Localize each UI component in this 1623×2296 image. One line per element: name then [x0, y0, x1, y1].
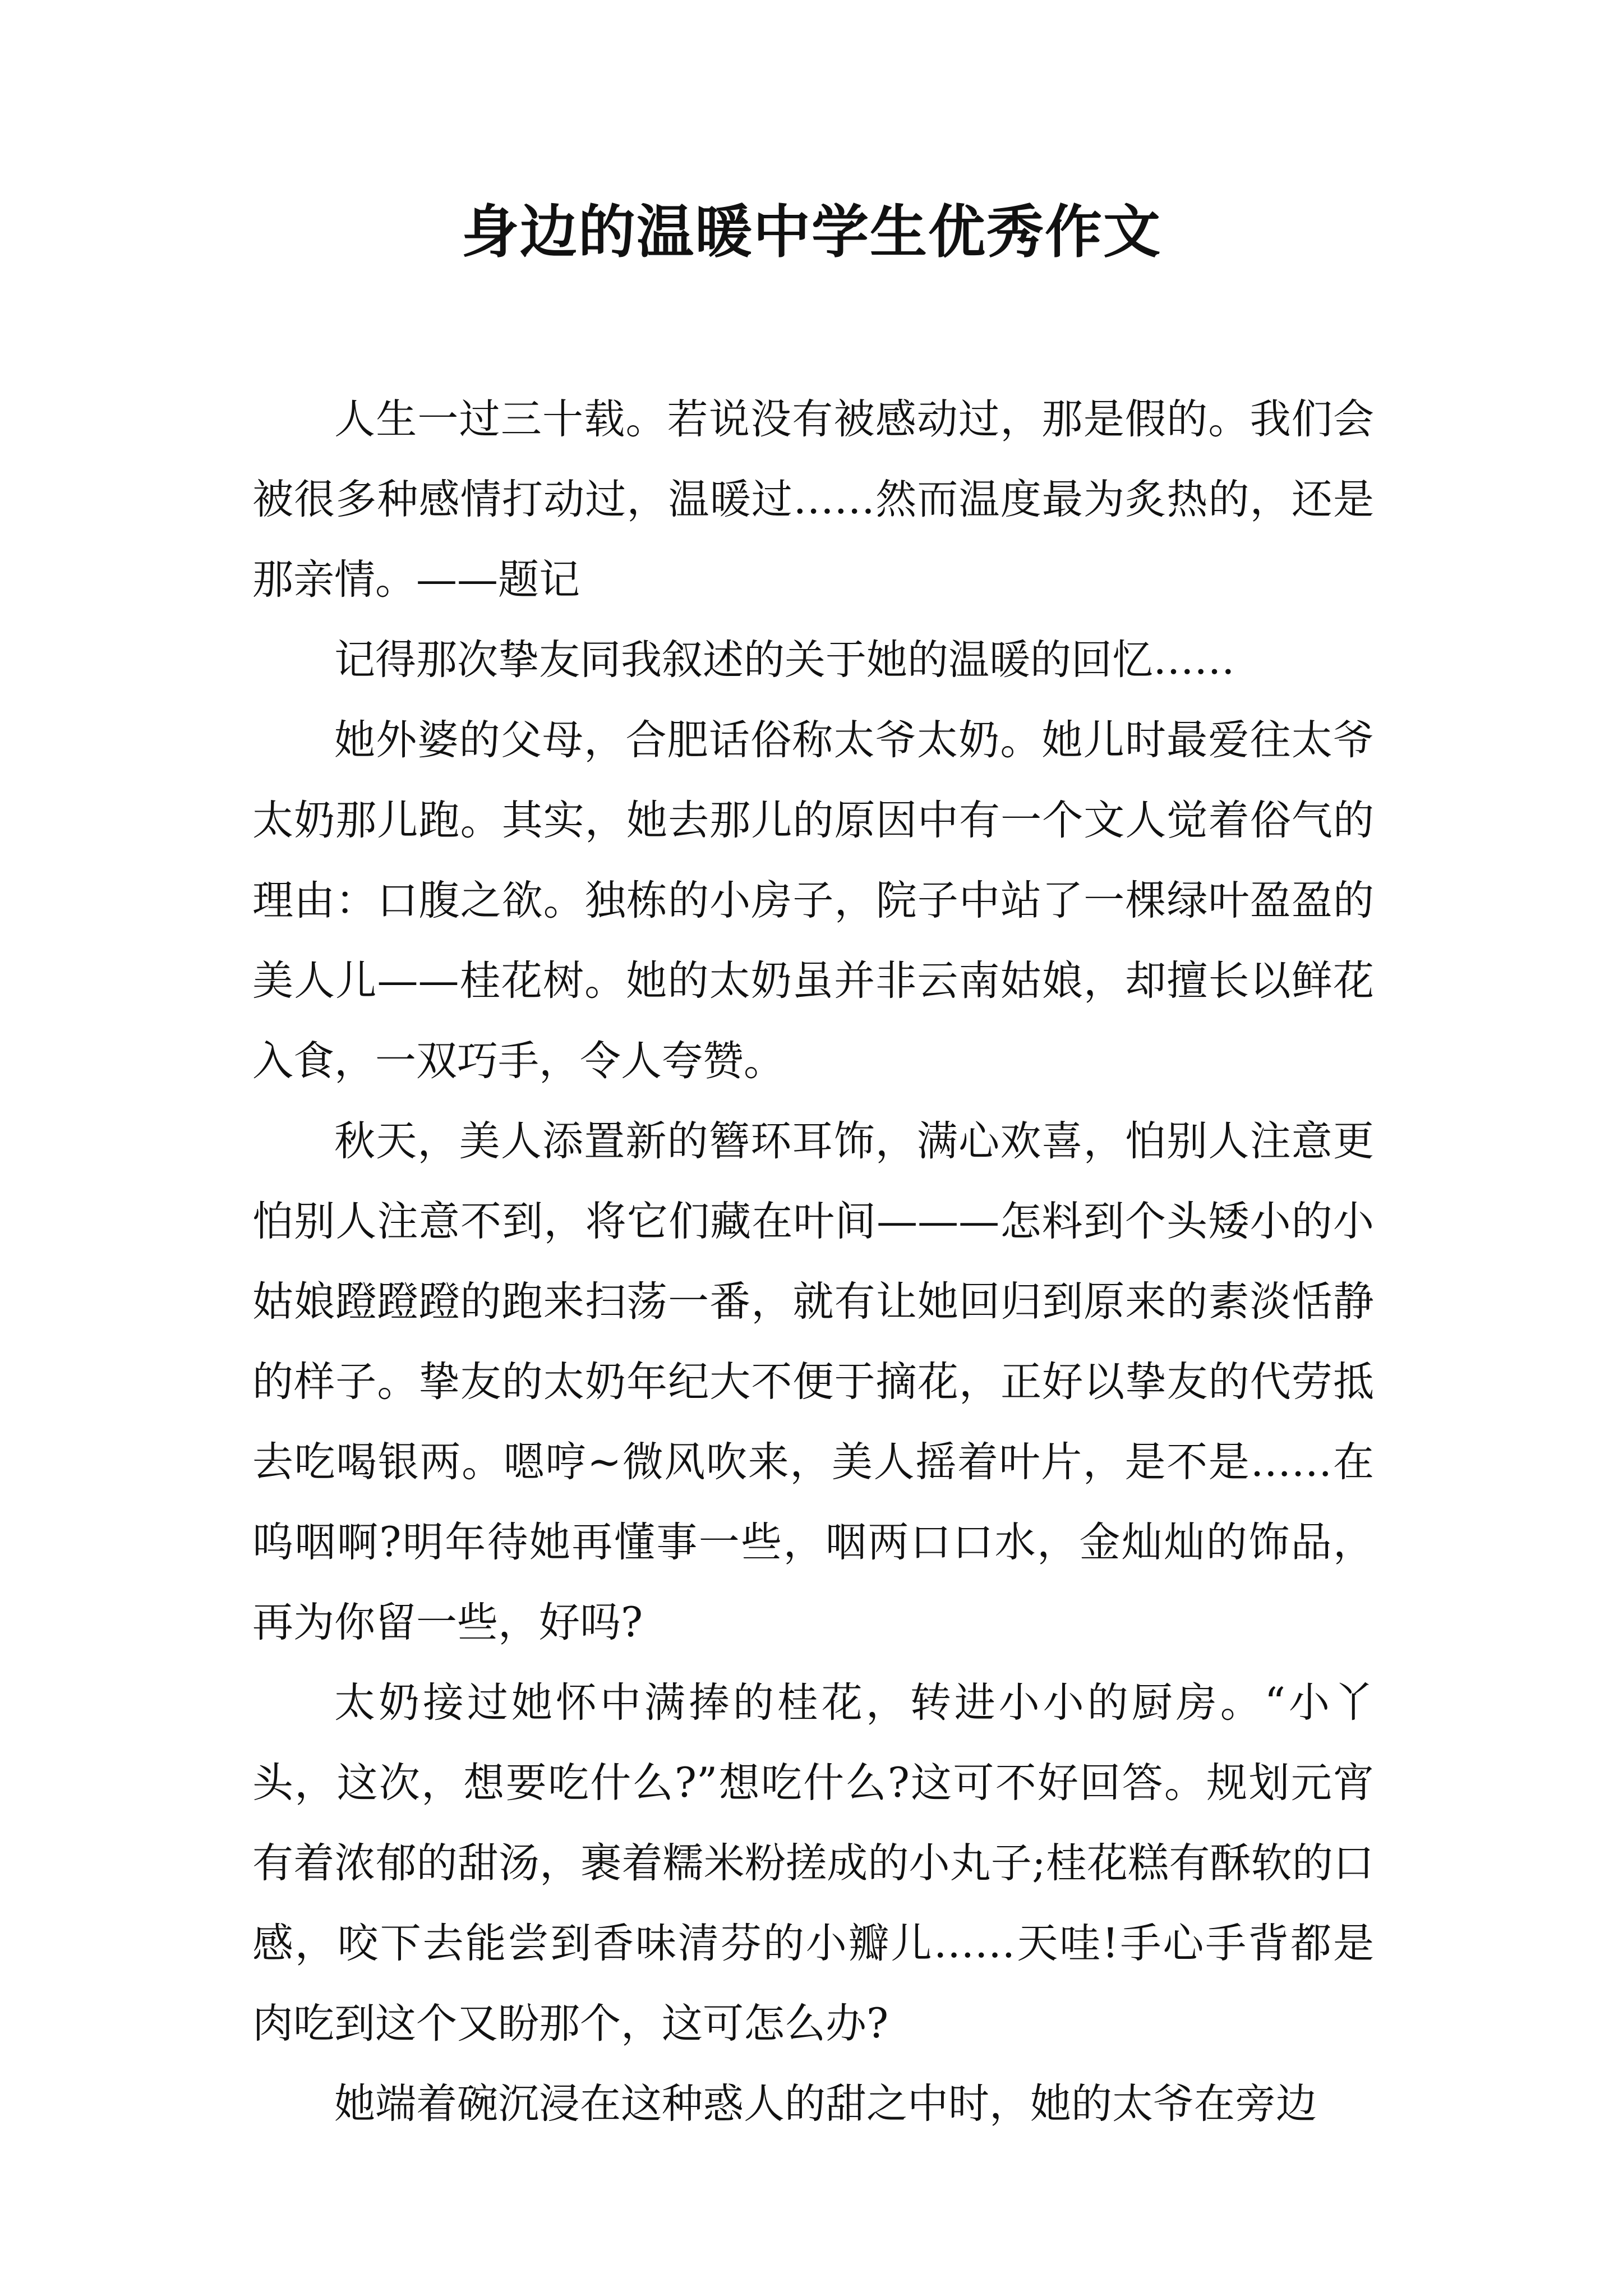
- document-title: 身边的温暖中学生优秀作文: [462, 199, 1161, 266]
- document-body: [252, 379, 1374, 2144]
- paragraph-great-grandparents: 她外婆的父母，合肥话俗称太爷太奶。她儿时最爱往太爷太奶那儿跑。其实，她去那儿的原因中有一个文人觉着俗气的理由：口腹之欲。独栋的小房子，院子中站了一棵绿叶盈盈的美人儿——桂花树。她的太奶虽并非云南姑娘，却擅长以鲜花入食，一双巧手，令人夸赞。: [252, 716, 1374, 1085]
- paragraph-kitchen-treats: 太奶接过她怀中满捧的桂花，转进小小的厨房。“小丫头，这次，想要吃什么?”想吃什么?这可不好回答。规划元宵有着浓郁的甜汤，裹着糯米粉搓成的小丸子;桂花糕有酥软的口感，咬下去能尝到香味清芬的小瓣儿……天哇!手心手背都是肉吃到这个又盼那个，这可怎么办?: [252, 1679, 1374, 2047]
- paragraph-autumn-osmanthus: 秋天，美人添置新的簪环耳饰，满心欢喜，怕别人注意更怕别人注意不到，将它们藏在叶间———怎料到个头矮小的小姑娘蹬蹬蹬的跑来扫荡一番，就有让她回归到原来的素淡恬静的样子。挚友的太奶年纪大不便于摘花，正好以挚友的代劳抵去吃喝银两。嗯哼~微风吹来，美人摇着叶片，是不是……在呜咽啊?明年待她再懂事一些，咽两口口水，金灿灿的饰品，再为你留一些，好吗?: [252, 1117, 1374, 1646]
- paragraph-epigraph: 人生一过三十载。若说没有被感动过，那是假的。我们会被很多种感情打动过，温暖过……然而温度最为炙热的，还是那亲情。——题记: [252, 395, 1374, 604]
- paragraph-recollection-intro: 记得那次挚友同我叙述的关于她的温暖的回忆……: [334, 636, 1235, 684]
- paragraph-sweet-bowl: 她端着碗沉浸在这种惑人的甜之中时，她的太爷在旁边: [334, 2080, 1317, 2128]
